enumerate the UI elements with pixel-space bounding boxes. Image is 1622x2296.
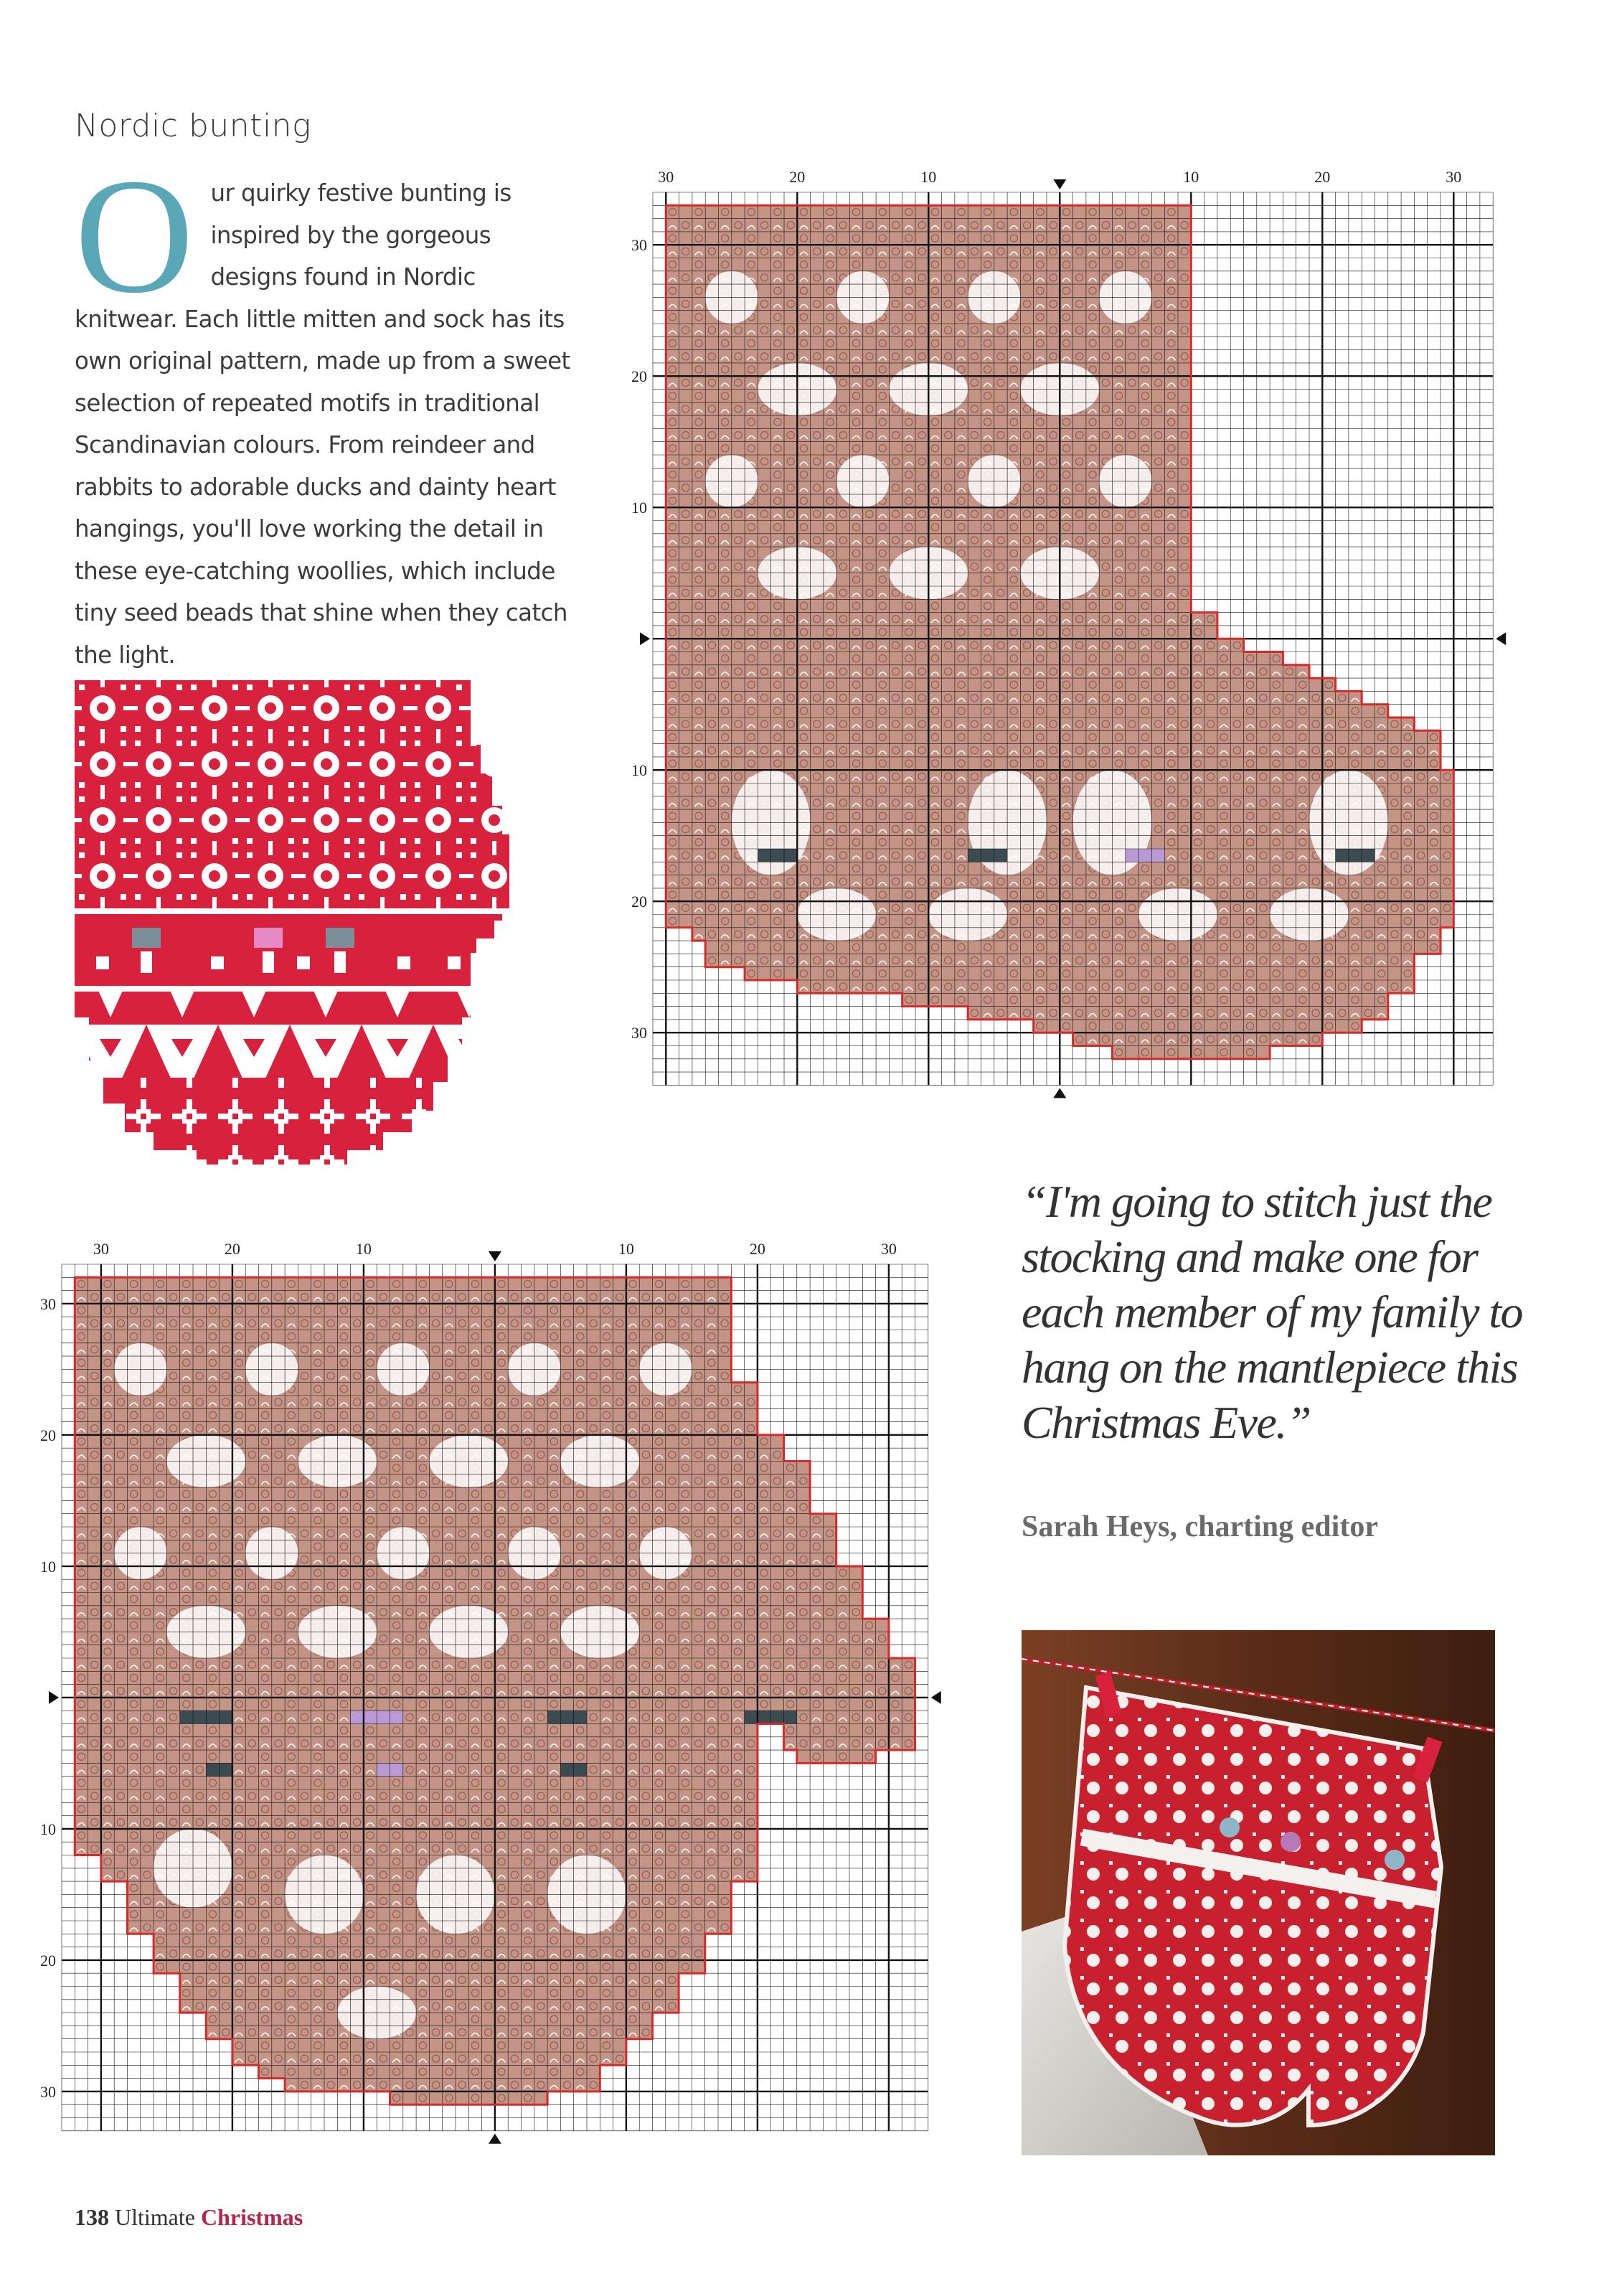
section-title: Nordic bunting	[75, 108, 311, 144]
stocking-top-tick-label: 20	[789, 168, 806, 186]
stocking-chart	[631, 162, 1507, 1109]
mitten-chart-svg	[29, 1234, 961, 2181]
stocking-top-tick-label: 10	[920, 168, 937, 186]
quote-attribution: Sarah Heys, charting editor	[1022, 1510, 1378, 1543]
page-footer	[75, 2204, 303, 2231]
center-arrow-icon	[489, 1251, 501, 1261]
stocking-top-tick-label: 30	[1446, 168, 1462, 186]
page-number: 138	[75, 2204, 109, 2230]
stocking-top-tick-label: 20	[1314, 168, 1331, 186]
magazine-accent: Christmas	[200, 2204, 303, 2230]
mitten-top-tick-label: 30	[880, 1240, 897, 1258]
stocking-top-tick-label: 10	[1183, 168, 1199, 186]
stocking-bead-symbols	[1126, 849, 1165, 862]
mitten-top-tick-label: 10	[618, 1240, 634, 1258]
stocking-top-tick-label: 30	[658, 168, 674, 186]
stocking-left-tick-label: 10	[631, 761, 647, 780]
center-arrow-icon	[49, 1691, 59, 1704]
mitten-left-tick-label: 20	[40, 1426, 56, 1444]
mitten-left-tick-label: 20	[40, 1951, 56, 1970]
center-arrow-icon	[1053, 1088, 1066, 1098]
stocking-bead-symbols	[968, 849, 1007, 862]
intro-paragraph	[75, 144, 577, 676]
stocking-left-tick-label: 10	[631, 499, 647, 517]
stocking-left-tick-label: 20	[631, 893, 647, 911]
mitten-bead-symbols	[547, 1711, 587, 1723]
center-arrow-icon	[1053, 179, 1066, 189]
red-mitten-svg	[75, 680, 577, 1197]
center-arrow-icon	[931, 1691, 941, 1704]
mitten-top-tick-label: 20	[749, 1240, 765, 1258]
mitten-left-tick-label: 30	[40, 1294, 56, 1313]
bunting-photo-svg	[1022, 1630, 1495, 2155]
center-arrow-icon	[489, 2134, 501, 2144]
mitten-left-tick-label: 30	[40, 2082, 56, 2101]
dropcap: O	[75, 144, 194, 327]
mitten-top-tick-label: 10	[355, 1240, 372, 1258]
mitten-left-tick-label: 10	[40, 1557, 56, 1576]
stocking-bead-symbols	[758, 849, 797, 862]
mitten-chart	[29, 1234, 961, 2181]
stocking-left-tick-label: 30	[631, 1024, 647, 1043]
mitten-left-tick-label: 10	[40, 1820, 56, 1838]
intro-text: ur quirky festive bunting is inspired by the gorgeous designs found in Nordic knitwear. Each little mitten and sock has its own original pattern, made up from a sweet selection of repeated motifs in traditional Scandinavian colours. From reindeer and rabbits to adorable ducks and dainty heart hangings, you'll love working the detail in these eye-catching woollies, which include tiny seed beads that shine when they catch the light.	[75, 179, 570, 669]
mitten-top-tick-label: 20	[224, 1240, 240, 1258]
stocking-bead-symbols	[1336, 849, 1375, 862]
pull-quote: “I'm going to stitch just the stocking and make one for each member of my family to hang on the mantlepiece this Christmas Eve.”	[1022, 1176, 1522, 1448]
stocking-left-tick-label: 30	[631, 236, 647, 255]
center-arrow-icon	[1496, 632, 1506, 645]
magazine-name: Ultimate	[115, 2204, 195, 2230]
center-arrow-icon	[640, 632, 650, 645]
stocking-left-tick-label: 20	[631, 367, 647, 386]
red-mitten-illustration	[75, 680, 577, 1197]
stocking-chart-svg	[631, 162, 1507, 1109]
bunting-photo	[1022, 1630, 1495, 2155]
mitten-top-tick-label: 30	[93, 1240, 109, 1258]
